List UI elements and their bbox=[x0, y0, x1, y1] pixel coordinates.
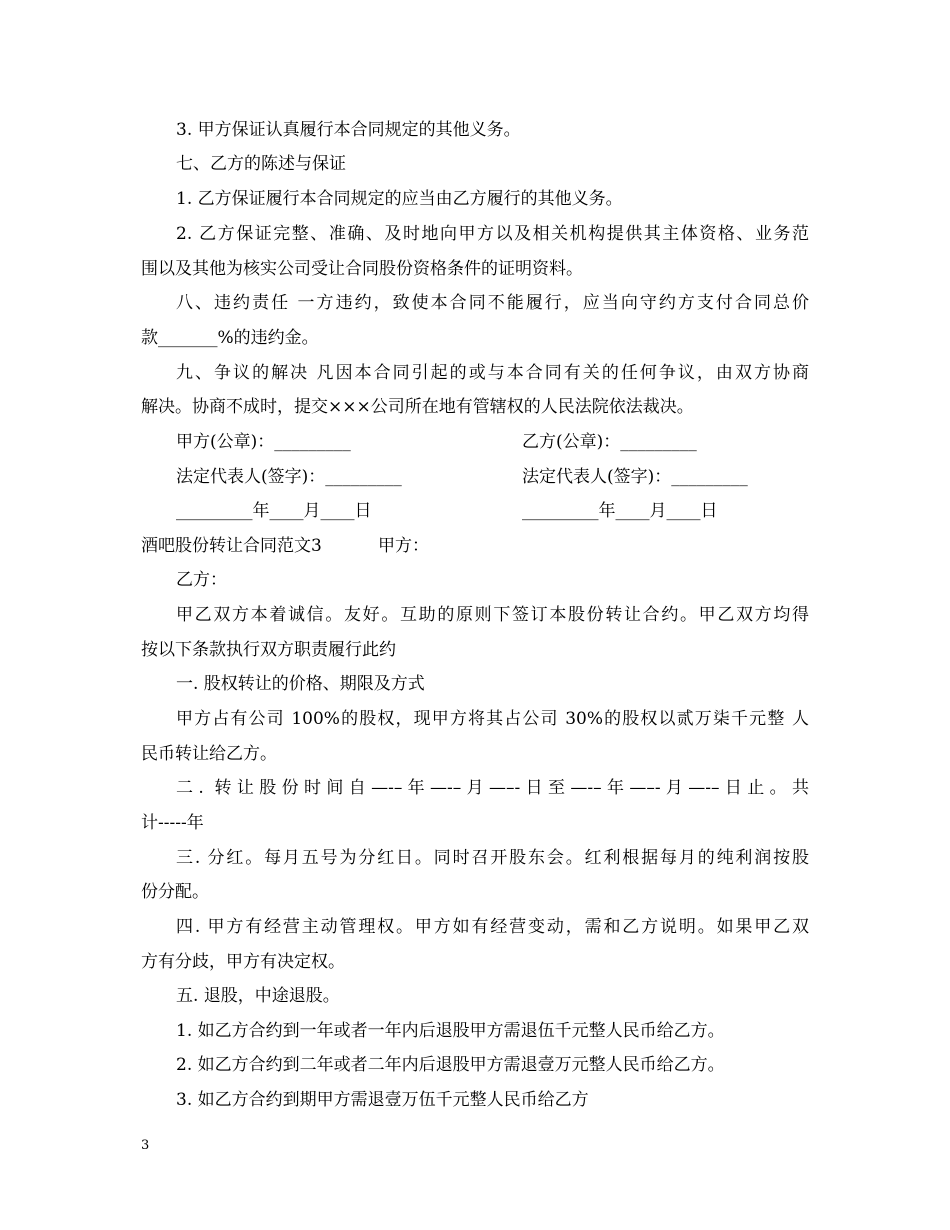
party-a-label: 甲方： bbox=[378, 536, 429, 556]
paragraph-line: 按以下条款执行双方职责履行此约 bbox=[141, 640, 396, 660]
paragraph-line: 九、争议的解决 凡因本合同引起的或与本合同有关的任何争议，由双方协商 bbox=[176, 363, 809, 383]
list-item: 1. 如乙方合约到一年或者一年内后退股甲方需退伍千元整人民币给乙方。 bbox=[176, 1021, 725, 1041]
paragraph-line: 1. 乙方保证履行本合同规定的应当由乙方履行的其他义务。 bbox=[176, 189, 623, 209]
list-item: 2. 如乙方合约到二年或者二年内后退股甲方需退壹万元整人民币给乙方。 bbox=[176, 1055, 725, 1075]
paragraph-line: 款_______%的违约金。 bbox=[141, 328, 319, 348]
paragraph-line: 三. 分红。每月五号为分红日。同时召开股东会。红利根据每月的纯利润按股 bbox=[176, 848, 809, 868]
party-b-representative: 法定代表人(签字)：_________ bbox=[522, 467, 748, 487]
paragraph-line: 甲方占有公司 100%的股权，现甲方将其占公司 30%的股权以贰万柒千元整 人 bbox=[176, 709, 809, 729]
party-a-date: _________年____月____日 bbox=[176, 501, 372, 521]
party-b-seal: 乙方(公章)：_________ bbox=[522, 432, 697, 452]
paragraph-line: 八、违约责任 一方违约，致使本合同不能履行，应当向守约方支付合同总价 bbox=[176, 293, 809, 313]
paragraph-line: 3. 甲方保证认真履行本合同规定的其他义务。 bbox=[176, 120, 521, 140]
paragraph-line: 方有分歧，甲方有决定权。 bbox=[141, 952, 345, 972]
paragraph-line: 二. 转让股份时间自—-–年—-–月—–-日至—-–年—–-月—-–日止。共 bbox=[176, 778, 809, 798]
section-heading: 七、乙方的陈述与保证 bbox=[176, 154, 346, 174]
paragraph-line: 2. 乙方保证完整、准确、及时地向甲方以及相关机构提供其主体资格、业务范 bbox=[176, 224, 809, 244]
list-item: 3. 如乙方合约到期甲方需退壹万伍千元整人民币给乙方 bbox=[176, 1090, 589, 1110]
paragraph-line: 甲乙双方本着诚信。友好。互助的原则下签订本股份转让合约。甲乙双方均得 bbox=[176, 605, 809, 625]
section-heading: 一. 股权转让的价格、期限及方式 bbox=[176, 674, 425, 694]
party-b-label: 乙方： bbox=[176, 570, 227, 590]
party-b-date: _________年____月____日 bbox=[522, 501, 718, 521]
party-a-seal: 甲方(公章)：_________ bbox=[176, 432, 351, 452]
paragraph-line: 计-----年 bbox=[141, 813, 204, 833]
paragraph-line: 四. 甲方有经营主动管理权。甲方如有经营变动，需和乙方说明。如果甲乙双 bbox=[176, 917, 809, 937]
paragraph-line: 民币转让给乙方。 bbox=[141, 744, 277, 764]
paragraph-line: 围以及其他为核实公司受让合同股份资格条件的证明资料。 bbox=[141, 259, 583, 279]
page-number: 3 bbox=[141, 1138, 150, 1153]
document-title: 酒吧股份转让合同范文3 bbox=[141, 536, 322, 556]
section-heading: 五. 退股，中途退股。 bbox=[176, 986, 340, 1006]
paragraph-line: 份分配。 bbox=[141, 882, 209, 902]
paragraph-line: 解决。协商不成时，提交×××公司所在地有管辖权的人民法院依法裁决。 bbox=[141, 397, 694, 417]
party-a-representative: 法定代表人(签字)：_________ bbox=[176, 467, 402, 487]
